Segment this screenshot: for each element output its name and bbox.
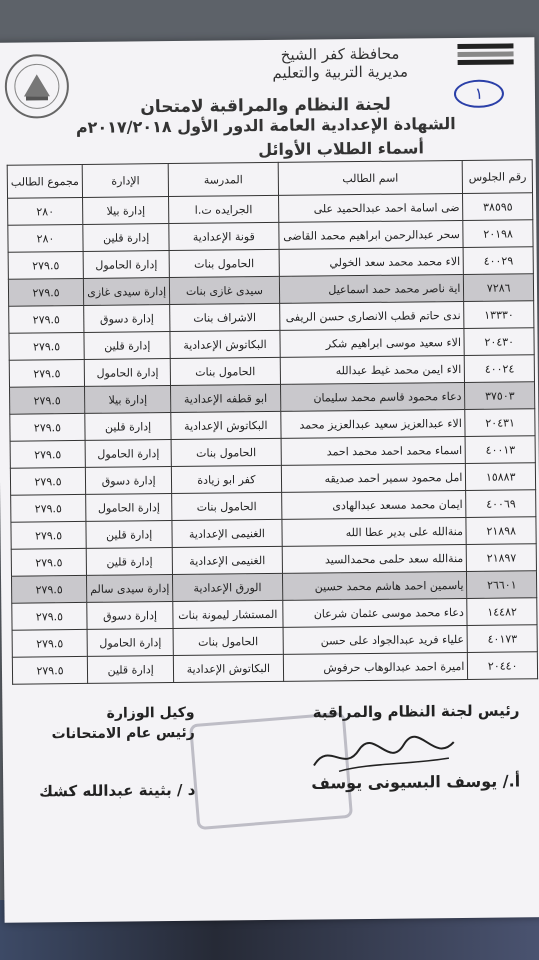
- cell-admin: إدارة قلين: [86, 521, 173, 549]
- cell-total: ٢٧٩.٥: [8, 251, 83, 279]
- cell-seat: ١٤٤٨٢: [467, 598, 537, 626]
- cell-total: ٢٧٩.٥: [12, 656, 87, 684]
- cell-school: البكاتوش الإعدادية: [171, 411, 280, 439]
- cell-name: علياء فريد عبدالجواد على حسن: [283, 625, 468, 654]
- cell-seat: ٢٦٦٠١: [467, 571, 537, 599]
- cell-seat: ٢٠٤٣١: [465, 409, 535, 437]
- cell-name: اية ناصر محمد حمد اسماعيل: [279, 274, 464, 303]
- cell-school: سيدى غازى بنات: [170, 276, 279, 304]
- cell-total: ٢٧٩.٥: [8, 278, 83, 306]
- cell-admin: إدارة بيلا: [83, 197, 170, 225]
- cell-name: سحر عبدالرحمن ابراهيم محمد القاضى: [278, 220, 463, 249]
- cell-name: الاء محمد محمد سعد الخولي: [279, 247, 464, 276]
- cell-admin: إدارة الحامول: [86, 494, 173, 522]
- cell-school: الاشراف بنات: [170, 303, 279, 331]
- cell-name: منةالله سعد حلمى محمدالسيد: [282, 544, 467, 573]
- cell-name: الاء سعيد موسى ابراهيم شكر: [279, 328, 464, 357]
- cell-admin: إدارة قلين: [83, 224, 170, 252]
- cell-school: الورق الإعدادية: [173, 573, 282, 601]
- cell-total: ٢٧٩.٥: [11, 494, 86, 522]
- cell-seat: ٢٠٤٣٠: [464, 328, 534, 356]
- column-header-name: اسم الطالب: [278, 160, 463, 195]
- document-page: [0, 37, 539, 923]
- cell-seat: ٣٧٥٠٣: [465, 382, 535, 410]
- list-title: أسماء الطلاب الأوائل: [258, 138, 424, 160]
- cell-name: ياسمين احمد هاشم محمد حسين: [282, 571, 467, 600]
- cell-total: ٢٧٩.٥: [11, 521, 86, 549]
- cell-admin: إدارة دسوق: [87, 602, 174, 630]
- cell-school: الحامول بنات: [169, 249, 278, 277]
- cell-name: ضى اسامة احمد عبدالحميد على: [278, 193, 463, 222]
- cell-admin: إدارة قلين: [84, 332, 171, 360]
- cell-name: الاء عبدالعزيز سعيد عبدالعزيز محمد: [280, 409, 465, 438]
- cell-admin: إدارة سيدى غازى: [83, 278, 170, 306]
- committee-head-signature: [310, 701, 520, 792]
- cell-name: دعاء محمد موسى عثمان شرعان: [282, 598, 467, 627]
- undersecretary-signature: [38, 705, 195, 801]
- cell-school: الحامول بنات: [172, 492, 281, 520]
- committee-head-name: أ./ يوسف البسيونى يوسف: [311, 771, 521, 793]
- table-header-row: [7, 160, 532, 198]
- cell-seat: ٢١٨٩٨: [466, 517, 536, 545]
- cell-school: كفر ابو زيادة: [172, 465, 281, 493]
- cell-school: الغنيمى الإعدادية: [172, 546, 281, 574]
- cell-total: ٢٧٩.٥: [12, 629, 87, 657]
- governorate-title: محافظة كفر الشيخ: [280, 44, 400, 64]
- column-header-admin: الإدارة: [82, 164, 169, 198]
- cell-seat: ١٣٣٣٠: [464, 301, 534, 329]
- cell-admin: إدارة سيدى سالم: [87, 575, 174, 603]
- cell-school: البكاتوش الإعدادية: [174, 654, 283, 682]
- committee-head-title: رئيس لجنة النظام والمراقبة: [312, 701, 520, 722]
- cell-seat: ٤٠٠٢٩: [463, 247, 533, 275]
- cell-seat: ١٥٨٨٣: [466, 463, 536, 491]
- cell-admin: إدارة دسوق: [84, 305, 171, 333]
- cell-admin: إدارة دسوق: [85, 467, 172, 495]
- cell-name: ندى حاتم قطب الانصارى حسن الريفى: [279, 301, 464, 330]
- cell-admin: إدارة قلين: [87, 656, 174, 684]
- cell-total: ٢٧٩.٥: [9, 359, 84, 387]
- directorate-title: مديرية التربية والتعليم: [272, 62, 409, 82]
- top-students-table: [7, 159, 538, 684]
- cell-total: ٢٧٩.٥: [11, 575, 86, 603]
- cell-total: ٢٨٠: [8, 197, 83, 225]
- cell-total: ٢٧٩.٥: [10, 440, 85, 468]
- cell-total: ٢٧٩.٥: [10, 467, 85, 495]
- cell-school: ابو قطفه الإعدادية: [171, 384, 280, 412]
- cell-seat: ٢١٨٩٧: [467, 544, 537, 572]
- cell-seat: ٤٠١٧٣: [467, 625, 537, 653]
- committee-title: لجنة النظام والمراقبة لامتحان: [140, 94, 391, 118]
- cell-seat: ٤٠٠٢٤: [465, 355, 535, 383]
- cell-name: امل محمود سمير احمد صديقه: [281, 463, 466, 492]
- cell-total: ٢٨٠: [8, 224, 83, 252]
- cell-total: ٢٧٩.٥: [10, 413, 85, 441]
- exam-title: الشهادة الإعدادية العامة الدور الأول ٢٠١٧/٢٠١٨م: [75, 114, 456, 138]
- cell-school: الغنيمى الإعدادية: [172, 519, 281, 547]
- column-header-seat: رقم الجلوس: [463, 160, 533, 194]
- cell-seat: ٣٨٥٩٥: [463, 193, 533, 221]
- cell-seat: ٧٢٨٦: [464, 274, 534, 302]
- cell-total: ٢٧٩.٥: [10, 386, 85, 414]
- cell-seat: ٤٠٠٦٩: [466, 490, 536, 518]
- cell-school: الحامول بنات: [171, 357, 280, 385]
- cell-total: ٢٧٩.٥: [9, 305, 84, 333]
- cell-total: ٢٧٩.٥: [9, 332, 84, 360]
- cell-school: الجرايده ت.ا: [169, 195, 278, 223]
- cell-name: دعاء محمود قاسم محمد سليمان: [280, 382, 465, 411]
- column-header-school: المدرسة: [168, 162, 278, 196]
- cell-total: ٢٧٩.٥: [12, 602, 87, 630]
- cell-school: قونة الإعدادية: [169, 222, 278, 250]
- cell-name: اسماء محمد احمد محمد احمد: [281, 436, 466, 465]
- exams-head-title: رئيس عام الامتحانات: [51, 724, 195, 743]
- undersecretary-title: وكيل الوزارة: [106, 704, 195, 722]
- cell-school: الحامول بنات: [171, 438, 280, 466]
- undersecretary-name: د / بثينة عبدالله كشك: [39, 780, 196, 801]
- cell-total: ٢٧٩.٥: [11, 548, 86, 576]
- column-header-total: مجموع الطالب: [7, 164, 82, 198]
- cell-admin: إدارة بيلا: [85, 386, 172, 414]
- cell-seat: ٢٠١٩٨: [463, 220, 533, 248]
- cell-school: البكاتوش الإعدادية: [170, 330, 279, 358]
- cell-admin: إدارة الحامول: [85, 440, 172, 468]
- cell-admin: إدارة قلين: [86, 548, 173, 576]
- cell-seat: ٢٠٤٤٠: [468, 652, 538, 680]
- table-row: [12, 652, 537, 684]
- cell-admin: إدارة الحامول: [84, 359, 171, 387]
- page-number: ١: [454, 80, 504, 109]
- cell-school: الحامول بنات: [173, 627, 282, 655]
- cell-seat: ٤٠٠١٣: [465, 436, 535, 464]
- cell-admin: إدارة الحامول: [83, 251, 170, 279]
- cell-name: الاء ايمن محمد غيط عبدالله: [280, 355, 465, 384]
- cell-name: ايمان محمد مسعد عبدالهادى: [281, 490, 466, 519]
- cell-name: اميرة احمد عبدالوهاب حرفوش: [283, 652, 468, 681]
- cell-name: منةالله على بدير عطا الله: [281, 517, 466, 546]
- cell-school: المستشار ليمونة بنات: [173, 600, 282, 628]
- cell-admin: إدارة قلين: [85, 413, 172, 441]
- cell-admin: إدارة الحامول: [87, 629, 174, 657]
